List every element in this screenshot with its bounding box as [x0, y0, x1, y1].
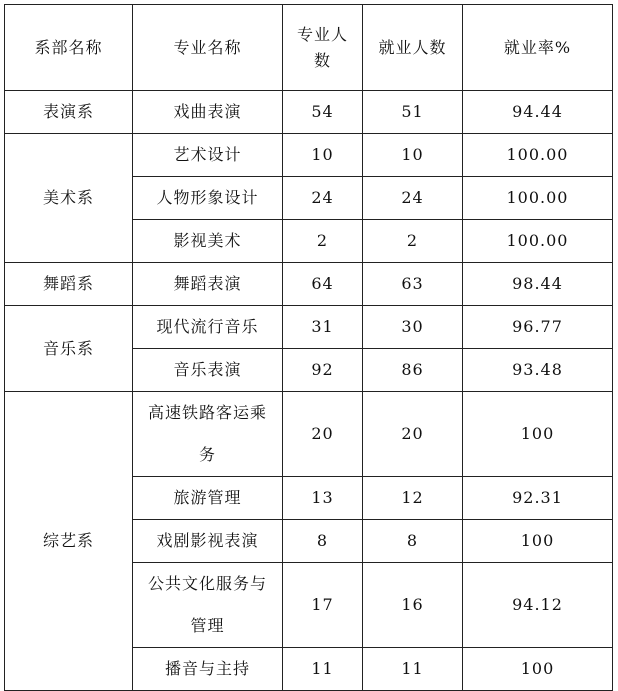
rate-cell: 98.44	[463, 263, 613, 306]
dept-cell: 表演系	[5, 91, 133, 134]
major-cell: 艺术设计	[133, 134, 283, 177]
rate-cell: 94.12	[463, 563, 613, 648]
rate-cell: 100.00	[463, 134, 613, 177]
rate-cell: 100	[463, 392, 613, 477]
rate-cell: 96.77	[463, 306, 613, 349]
major-cell: 影视美术	[133, 220, 283, 263]
table-row	[5, 306, 613, 349]
rate-cell: 94.44	[463, 91, 613, 134]
enrolled-cell: 92	[283, 349, 363, 392]
employed-cell: 51	[363, 91, 463, 134]
major-cell: 舞蹈表演	[133, 263, 283, 306]
enrolled-cell: 2	[283, 220, 363, 263]
dept-cell: 舞蹈系	[5, 263, 133, 306]
enrolled-cell: 24	[283, 177, 363, 220]
employed-cell: 12	[363, 477, 463, 520]
header-employed: 就业人数	[363, 5, 463, 91]
major-cell: 音乐表演	[133, 349, 283, 392]
rate-cell: 100.00	[463, 220, 613, 263]
major-cell: 播音与主持	[133, 648, 283, 691]
enrolled-cell: 17	[283, 563, 363, 648]
enrolled-cell: 31	[283, 306, 363, 349]
enrolled-cell: 11	[283, 648, 363, 691]
enrolled-cell: 10	[283, 134, 363, 177]
table-row	[5, 134, 613, 177]
major-cell: 戏曲表演	[133, 91, 283, 134]
header-row	[5, 5, 613, 91]
employment-table	[4, 4, 613, 691]
employed-cell: 11	[363, 648, 463, 691]
major-cell: 旅游管理	[133, 477, 283, 520]
dept-cell: 美术系	[5, 134, 133, 263]
rate-cell: 93.48	[463, 349, 613, 392]
rate-cell: 92.31	[463, 477, 613, 520]
dept-cell: 综艺系	[5, 392, 133, 691]
employed-cell: 86	[363, 349, 463, 392]
employed-cell: 63	[363, 263, 463, 306]
enrolled-cell: 8	[283, 520, 363, 563]
header-major: 专业名称	[133, 5, 283, 91]
rate-cell: 100	[463, 520, 613, 563]
table-row	[5, 263, 613, 306]
major-cell: 高速铁路客运乘务	[133, 392, 283, 477]
employed-cell: 24	[363, 177, 463, 220]
employed-cell: 8	[363, 520, 463, 563]
rate-cell: 100	[463, 648, 613, 691]
header-dept: 系部名称	[5, 5, 133, 91]
employed-cell: 2	[363, 220, 463, 263]
header-enrolled: 专业人数	[283, 5, 363, 91]
employed-cell: 16	[363, 563, 463, 648]
rate-cell: 100.00	[463, 177, 613, 220]
enrolled-cell: 54	[283, 91, 363, 134]
enrolled-cell: 20	[283, 392, 363, 477]
major-cell: 现代流行音乐	[133, 306, 283, 349]
employed-cell: 20	[363, 392, 463, 477]
employed-cell: 10	[363, 134, 463, 177]
enrolled-cell: 64	[283, 263, 363, 306]
dept-cell: 音乐系	[5, 306, 133, 392]
employed-cell: 30	[363, 306, 463, 349]
table-row	[5, 91, 613, 134]
header-rate: 就业率%	[463, 5, 613, 91]
enrolled-cell: 13	[283, 477, 363, 520]
table-row	[5, 392, 613, 477]
major-cell: 戏剧影视表演	[133, 520, 283, 563]
major-cell: 公共文化服务与管理	[133, 563, 283, 648]
major-cell: 人物形象设计	[133, 177, 283, 220]
